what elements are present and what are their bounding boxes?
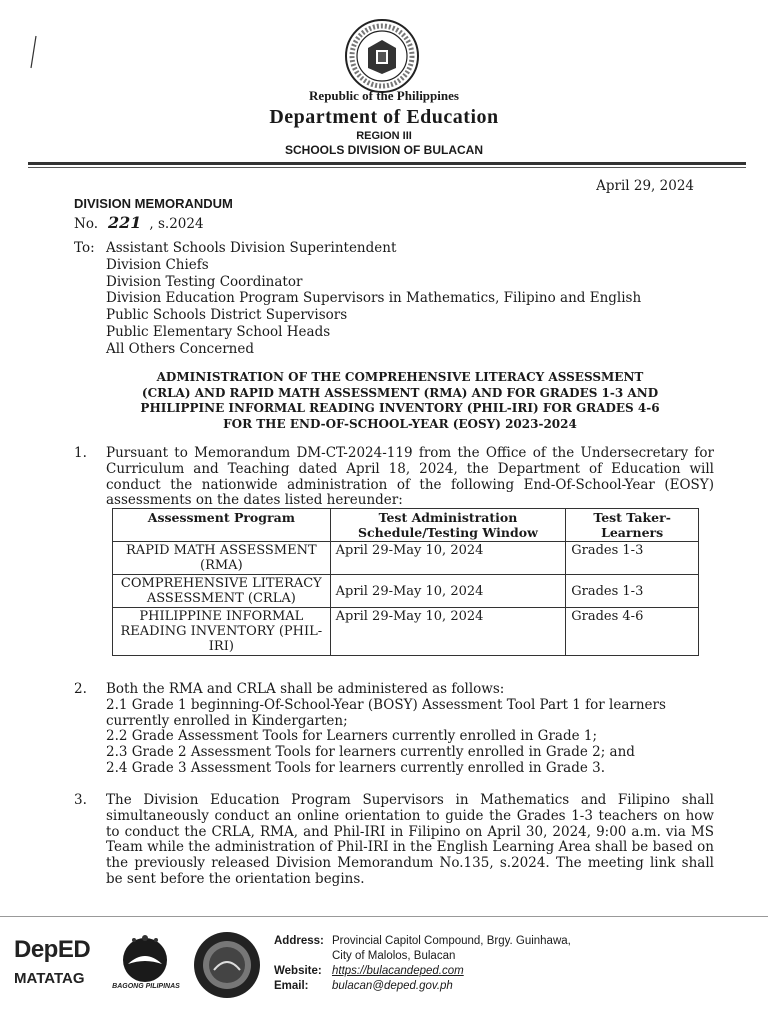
deped-seal-icon (344, 18, 420, 94)
paragraph-text: Both the RMA and CRLA shall be administered as follows: (106, 681, 505, 697)
paragraph-2 (74, 682, 714, 777)
table-cell: COMPREHENSIVE LITERACY ASSESSMENT (CRLA) (113, 575, 331, 608)
paragraph-number: 3. (74, 792, 87, 808)
table-header: Test Administration Schedule/Testing Window (330, 509, 566, 542)
address-line-2: City of Malolos, Bulacan (332, 950, 456, 962)
footer-rule (0, 916, 768, 917)
deped-logo (14, 936, 94, 987)
address-label: Address: (274, 935, 324, 947)
paragraph-1 (74, 446, 714, 509)
table-cell: Grades 4-6 (566, 608, 699, 656)
subject-line: FOR THE END-OF-SCHOOL-YEAR (EOSY) 2023-2024 (223, 416, 577, 431)
table-cell: April 29-May 10, 2024 (330, 575, 566, 608)
table-row (113, 542, 699, 575)
to-label: To: (74, 240, 95, 256)
email-link[interactable]: bulacan@deped.gov.ph (332, 980, 453, 992)
memo-number-label: No. (74, 216, 98, 232)
list-item: 2.2 Grade Assessment Tools for Learners currently enrolled in Grade 1; (106, 728, 598, 745)
assessment-table (112, 508, 699, 656)
matatag-logo-text: MATATAG (14, 970, 85, 987)
table-header: Assessment Program (113, 509, 331, 542)
paragraph-text: The Division Education Program Supervisors in Mathematics and Filipino shall simultaneously conduct an online orientation to guide the Grades 1-3 teachers on how to conduct the CRLA, RMA, and Phil-IRI in Filipino on April 30, 2024, 9:00 a.m. via MS Team while the administration of Phil-IRI in the English Learning Area shall be based on the previously released Division Memorandum No.135, s.2024. The meeting link shall be sent before the orientation begins. (106, 792, 714, 887)
address-line-1: Provincial Capitol Compound, Brgy. Guinhawa, (332, 935, 571, 947)
recipient-list (106, 240, 641, 358)
table-row (113, 575, 699, 608)
list-item: 2.3 Grade 2 Assessment Tools for learners currently enrolled in Grade 2; and (106, 744, 635, 761)
header-rule-thin (28, 167, 746, 168)
recipient-item: Division Testing Coordinator (106, 273, 303, 290)
subject-line: ADMINISTRATION OF THE COMPREHENSIVE LITERACY ASSESSMENT (156, 370, 644, 384)
region-line: REGION III (356, 130, 412, 142)
recipient-item: Public Elementary School Heads (106, 323, 331, 340)
table-cell: Grades 1-3 (566, 542, 699, 575)
division-line: SCHOOLS DIVISION OF BULACAN (284, 143, 483, 157)
republic-line: Republic of the Philippines (309, 88, 459, 103)
header-rule (28, 162, 746, 165)
department-name: Department of Education (269, 106, 499, 128)
list-item: 2.1 Grade 1 beginning-Of-School-Year (BOSY) Assessment Tool Part 1 for learners currently enrolled in Kindergarten; (106, 696, 666, 729)
paragraph-number: 2. (74, 681, 87, 697)
memo-number-value: 221 (108, 213, 142, 232)
table-cell: RAPID MATH ASSESSMENT (RMA) (113, 542, 331, 575)
table-header: Test Taker-Learners (566, 509, 699, 542)
recipient-item: All Others Concerned (106, 340, 255, 357)
email-label: Email: (274, 980, 309, 992)
paragraph-number: 1. (74, 445, 87, 461)
deped-logo-text: DepED (14, 936, 91, 963)
subject-line: PHILIPPINE INFORMAL READING INVENTORY (PHIL-IRI) FOR GRADES 4-6 (140, 401, 660, 415)
recipient-item: Division Education Program Supervisors in Mathematics, Filipino and English (106, 290, 642, 307)
table-cell: PHILIPPINE INFORMAL READING INVENTORY (PHIL-IRI) (113, 608, 331, 656)
contact-info (274, 934, 571, 994)
paragraph-text: Pursuant to Memorandum DM-CT-2024-119 from the Office of the Undersecretary for Curriculum and Teaching dated April 18, 2024, the Department of Education will conduct the nationwide administration of the following End-Of-School-Year (EOSY) assessments on the dates listed hereunder: (106, 445, 714, 509)
memo-type: DIVISION MEMORANDUM (74, 196, 233, 211)
subject-line: (CRLA) AND RAPID MATH ASSESSMENT (RMA) AND FOR GRADES 1-3 AND (141, 385, 659, 400)
recipient-item: Division Chiefs (106, 256, 209, 273)
memo-number (74, 213, 204, 232)
paragraph-3 (74, 793, 714, 888)
memo-series: , s.2024 (149, 216, 204, 232)
website-link[interactable]: https://bulacandeped.com (332, 965, 464, 977)
website-label: Website: (274, 965, 322, 977)
table-row (113, 608, 699, 656)
bagong-pilipinas-emblem-icon (108, 930, 182, 984)
table-cell: Grades 1-3 (566, 575, 699, 608)
pencil-mark (28, 34, 38, 70)
bagong-pilipinas-label: BAGONG PILIPINAS (112, 983, 180, 990)
memo-subject (100, 370, 700, 432)
sdo-bulacan-seal-icon (192, 930, 262, 1000)
list-item: 2.4 Grade 3 Assessment Tools for learners currently enrolled in Grade 3. (106, 759, 606, 776)
recipient-item: Assistant Schools Division Superintendent (106, 240, 397, 256)
table-cell: April 29-May 10, 2024 (330, 542, 566, 575)
memo-date: April 29, 2024 (596, 178, 694, 194)
recipient-item: Public Schools District Supervisors (106, 307, 348, 324)
table-cell: April 29-May 10, 2024 (330, 608, 566, 656)
table-header-row (113, 509, 699, 542)
